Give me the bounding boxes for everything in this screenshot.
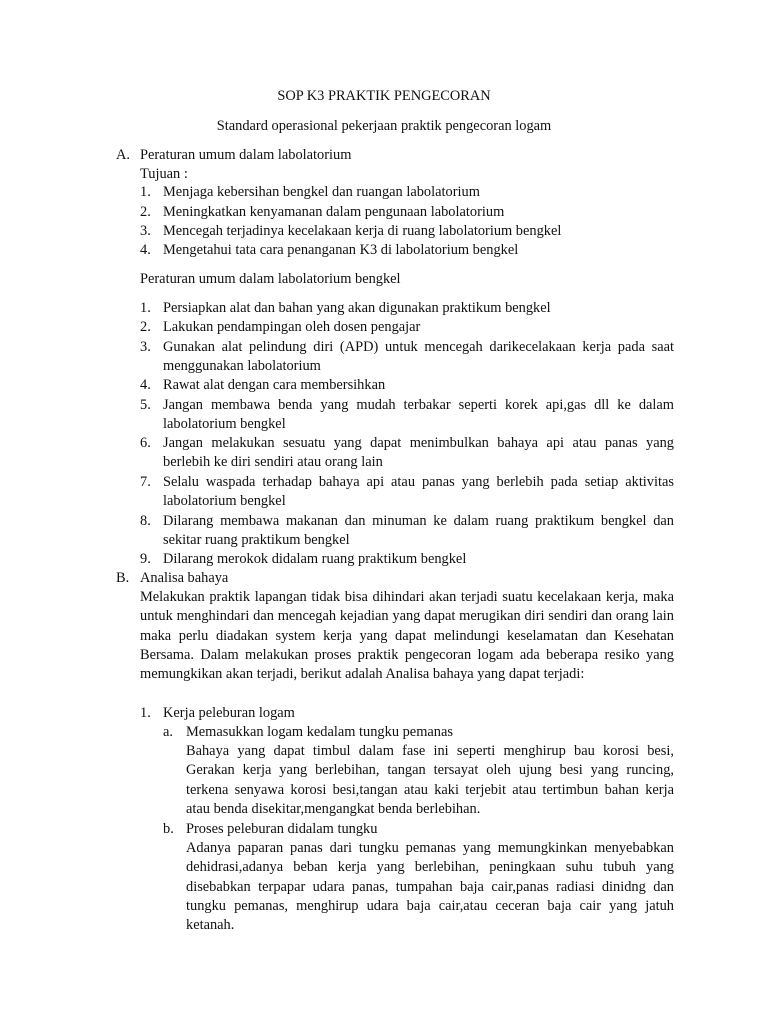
list-item-number: 9. bbox=[140, 551, 151, 567]
list-item: Rawat alat dengan cara membersihkan bbox=[163, 377, 386, 393]
list-item-number: 1. bbox=[140, 300, 151, 316]
list-item: Jangan membawa benda yang mudah terbakar seperti korek api,gas dll ke dalam labolatorium bengkel bbox=[163, 397, 674, 433]
section-b-paragraph: Melakukan praktik lapangan tidak bisa dihindari akan terjadi suatu kecelakaan kerja, maka untuk menghindari dan mencegah kejadian yang dapat merugikan diri sendiri dan orang lain maka perlu diadakan system kerja yang dapat melindungi keselamatan dan Kesehatan Bersama. Dalam melakukan proses praktik pengecoran logam ada beberapa resiko yang memungkikan akan terjadi, berikut adalah Analisa bahaya yang dapat terjadi: bbox=[140, 589, 674, 683]
list-item: Menjaga kebersihan bengkel dan ruangan labolatorium bbox=[163, 184, 480, 200]
list-item-number: 3. bbox=[140, 339, 151, 355]
document-subtitle: Standard operasional pekerjaan praktik pengecoran logam bbox=[216, 118, 552, 134]
sub-item-marker: a. bbox=[163, 724, 173, 740]
section-b-heading: Analisa bahaya bbox=[140, 570, 229, 586]
list-item-number: 1. bbox=[140, 705, 151, 721]
list-item: Lakukan pendampingan oleh dosen pengajar bbox=[163, 319, 421, 335]
list-item: Meningkatkan kenyamanan dalam pengunaan labolatorium bbox=[163, 204, 505, 220]
list-item: Mengetahui tata cara penanganan K3 di labolatorium bengkel bbox=[163, 242, 519, 258]
sub-item-text: Adanya paparan panas dari tungku pemanas yang memungkinkan menyebabkan dehidrasi,adanya beban kerja yang berlebihan, peningkaan suhu tubuh yang disebabkan terpapar udara panas, tumpahan baja cair,panas radiasi dinidng dan tungku pemanas, menghirup udara baja cair,atau ceceran baja cair yang jatuh ketanah. bbox=[186, 840, 674, 934]
list-item: Dilarang membawa makanan dan minuman ke dalam ruang praktikum bengkel dan sekitar ruang praktikum bengkel bbox=[163, 513, 674, 549]
list-item: Persiapkan alat dan bahan yang akan digunakan praktikum bengkel bbox=[163, 300, 551, 316]
list-item-number: 6. bbox=[140, 435, 151, 451]
list-item-number: 2. bbox=[140, 319, 151, 335]
tujuan-label: Tujuan : bbox=[140, 166, 188, 182]
list-item-number: 3. bbox=[140, 223, 151, 239]
section-a-marker: A. bbox=[116, 147, 130, 163]
list-item-number: 8. bbox=[140, 513, 151, 529]
list-item-number: 2. bbox=[140, 204, 151, 220]
sub-item-title: Proses peleburan didalam tungku bbox=[186, 821, 378, 837]
list-item: Selalu waspada terhadap bahaya api atau panas yang berlebih pada setiap aktivitas labolatorium bengkel bbox=[163, 474, 674, 510]
list-item-number: 4. bbox=[140, 377, 151, 393]
section-a-heading: Peraturan umum dalam labolatorium bbox=[140, 147, 352, 163]
list-item: Mencegah terjadinya kecelakaan kerja di ruang labolatorium bengkel bbox=[163, 223, 562, 239]
hazard-item-title: Kerja peleburan logam bbox=[163, 705, 295, 721]
document-title: SOP K3 PRAKTIK PENGECORAN bbox=[277, 88, 491, 104]
list-item: Gunakan alat pelindung diri (APD) untuk mencegah darikecelakaan kerja pada saat menggunakan labolatorium bbox=[163, 339, 674, 375]
sub-item-title: Memasukkan logam kedalam tungku pemanas bbox=[186, 724, 453, 740]
list-item-number: 7. bbox=[140, 474, 151, 490]
section-b-marker: B. bbox=[116, 570, 130, 586]
list-item-number: 5. bbox=[140, 397, 151, 413]
rules-heading: Peraturan umum dalam labolatorium bengkel bbox=[140, 271, 401, 287]
list-item: Dilarang merokok didalam ruang praktikum bengkel bbox=[163, 551, 467, 567]
list-item-number: 4. bbox=[140, 242, 151, 258]
sub-item-marker: b. bbox=[163, 821, 174, 837]
list-item-number: 1. bbox=[140, 184, 151, 200]
sub-item-text: Bahaya yang dapat timbul dalam fase ini seperti menghirup bau korosi besi, Gerakan kerja yang berlebihan, tangan tersayat oleh ujung besi yang runcing, terkena senyawa korosi besi,tangan atau kaki terjebit atau tertimbun bahan kerja atau benda disekitar,mengangkat benda berlebihan. bbox=[186, 743, 674, 817]
list-item: Jangan melakukan sesuatu yang dapat menimbulkan bahaya api atau panas yang berlebih ke diri sendiri atau orang lain bbox=[163, 435, 674, 471]
